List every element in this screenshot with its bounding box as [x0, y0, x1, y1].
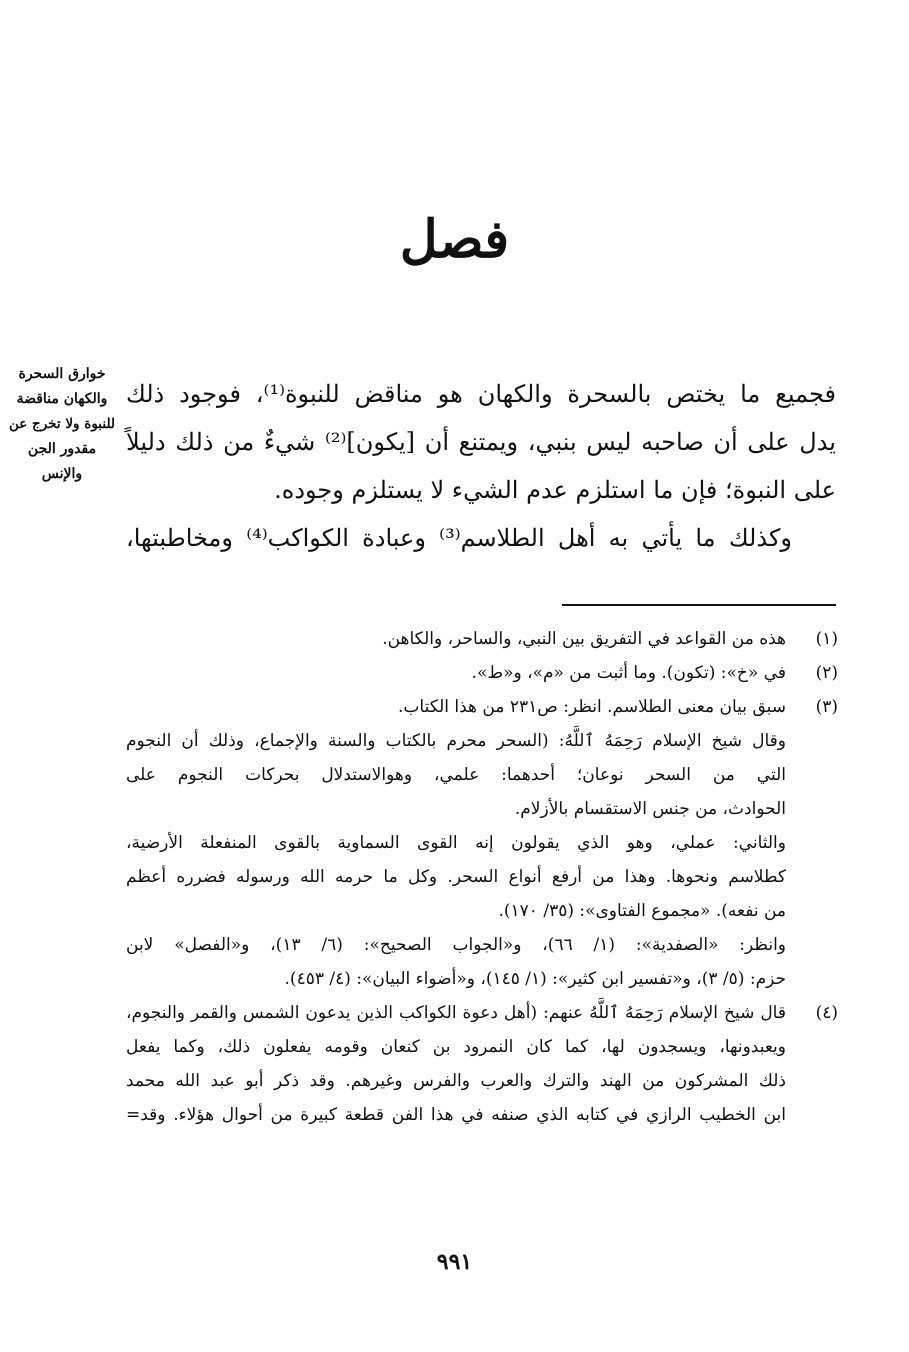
footnote-line: ابن الخطيب الرازي في كتابه الذي صنفه في هذا الفن قطعة كبيرة من أحوال هؤلاء. وقد= — [126, 1105, 786, 1125]
paragraph-line: على النبوة؛ فإن ما استلزم عدم الشيء لا يستلزم وجوده. — [274, 476, 836, 504]
footnote-line: هذه من القواعد في التفريق بين النبي، والساحر، والكاهن. — [382, 629, 786, 649]
footnote-line: وقال شيخ الإسلام رَحِمَهُ ٱللَّهُ: (السحر محرم بالكتاب والسنة والإجماع، وذلك أن النجوم — [126, 731, 786, 751]
footnote-2 — [126, 656, 838, 690]
footnote-line: وانظر: «الصفدية»: (١/ ٦٦)، و«الجواب الصحيح»: (٦/ ١٣)، و«الفصل» لابن — [126, 935, 787, 955]
footnote-line: قال شيخ الإسلام رَحِمَهُ ٱللَّهُ عنهم: (أهل دعوة الكواكب الذين يدعون الشمس والقمر والنجوم، — [126, 1003, 786, 1023]
footnote-line: الحوادث، من جنس الاستقسام بالأزلام. — [514, 799, 786, 819]
footnote-number: (٢) — [815, 663, 838, 683]
paragraph-line: فجميع ما يختص بالسحرة والكهان هو مناقض للنبوة⁽¹⁾، فوجود ذلك — [126, 380, 836, 408]
footnote-number: (٤) — [815, 1003, 838, 1023]
footnote-number: (٣) — [815, 697, 838, 717]
paragraph-line: وكذلك ما يأتي به أهل الطلاسم⁽³⁾ وعبادة الكواكب⁽⁴⁾ ومخاطبتها، — [126, 524, 792, 552]
footnote-line: من نفعه). «مجموع الفتاوى»: (٣٥/ ١٧٠). — [498, 901, 786, 921]
footnote-line: التي من السحر نوعان؛ أحدهما: علمي، وهوالاستدلال بحركات النجوم على — [126, 765, 786, 785]
margin-note-line: والإنس — [41, 466, 83, 482]
margin-note-line: خوارق السحرة — [18, 366, 106, 382]
footnote-line: والثاني: عملي، وهو الذي يقولون إنه القوى السماوية بالقوى المنفعلة الأرضية، — [126, 833, 786, 853]
margin-note-line: للنبوة ولا تخرج عن — [8, 416, 116, 432]
footnote-4 — [126, 996, 838, 1132]
footnote-line: في «خ»: (تكون). وما أثبت من «م»، و«ط». — [471, 663, 786, 683]
footnote-line: كطلاسم ونحوها. وهذا من أرفع أنواع السحر. وكل ما حرمه الله ورسوله فضرره أعظم — [126, 867, 786, 887]
margin-note-line: مقدور الجن — [27, 441, 97, 457]
margin-note-line: والكهان مناقضة — [16, 391, 108, 407]
footnote-line: ذلك المشركون من الهند والترك والعرب والفرس وغيرهم. وقد ذكر أبو عبد الله محمد — [126, 1071, 786, 1091]
chapter-title: فصل — [399, 209, 510, 270]
footnote-3 — [126, 690, 838, 996]
footnote-line: حزم: (٥/ ٣)، و«تفسير ابن كثير»: (١/ ١٤٥)، و«أضواء البيان»: (٤/ ٤٥٣). — [284, 969, 786, 989]
footnote-number: (١) — [815, 629, 838, 649]
footnote-line: سبق بيان معنى الطلاسم. انظر: ص٢٣١ من هذا الكتاب. — [397, 697, 786, 717]
footnote-line: ويعبدونها، ويسجدون لها، كما كان النمرود بن كنعان وقومه يفعلون ذلك، وكما يفعل — [126, 1037, 786, 1057]
margin-note — [8, 362, 116, 487]
footnote-1 — [126, 622, 838, 656]
page-number: ٩٩١ — [436, 1249, 473, 1275]
footnotes — [126, 622, 838, 1132]
footnote-separator — [562, 604, 836, 606]
paragraph-line: يدل على أن صاحبه ليس بنبي، ويمتنع أن [يكون]⁽²⁾ شيءٌ من ذلك دليلاً — [126, 428, 836, 456]
main-text — [126, 370, 836, 562]
